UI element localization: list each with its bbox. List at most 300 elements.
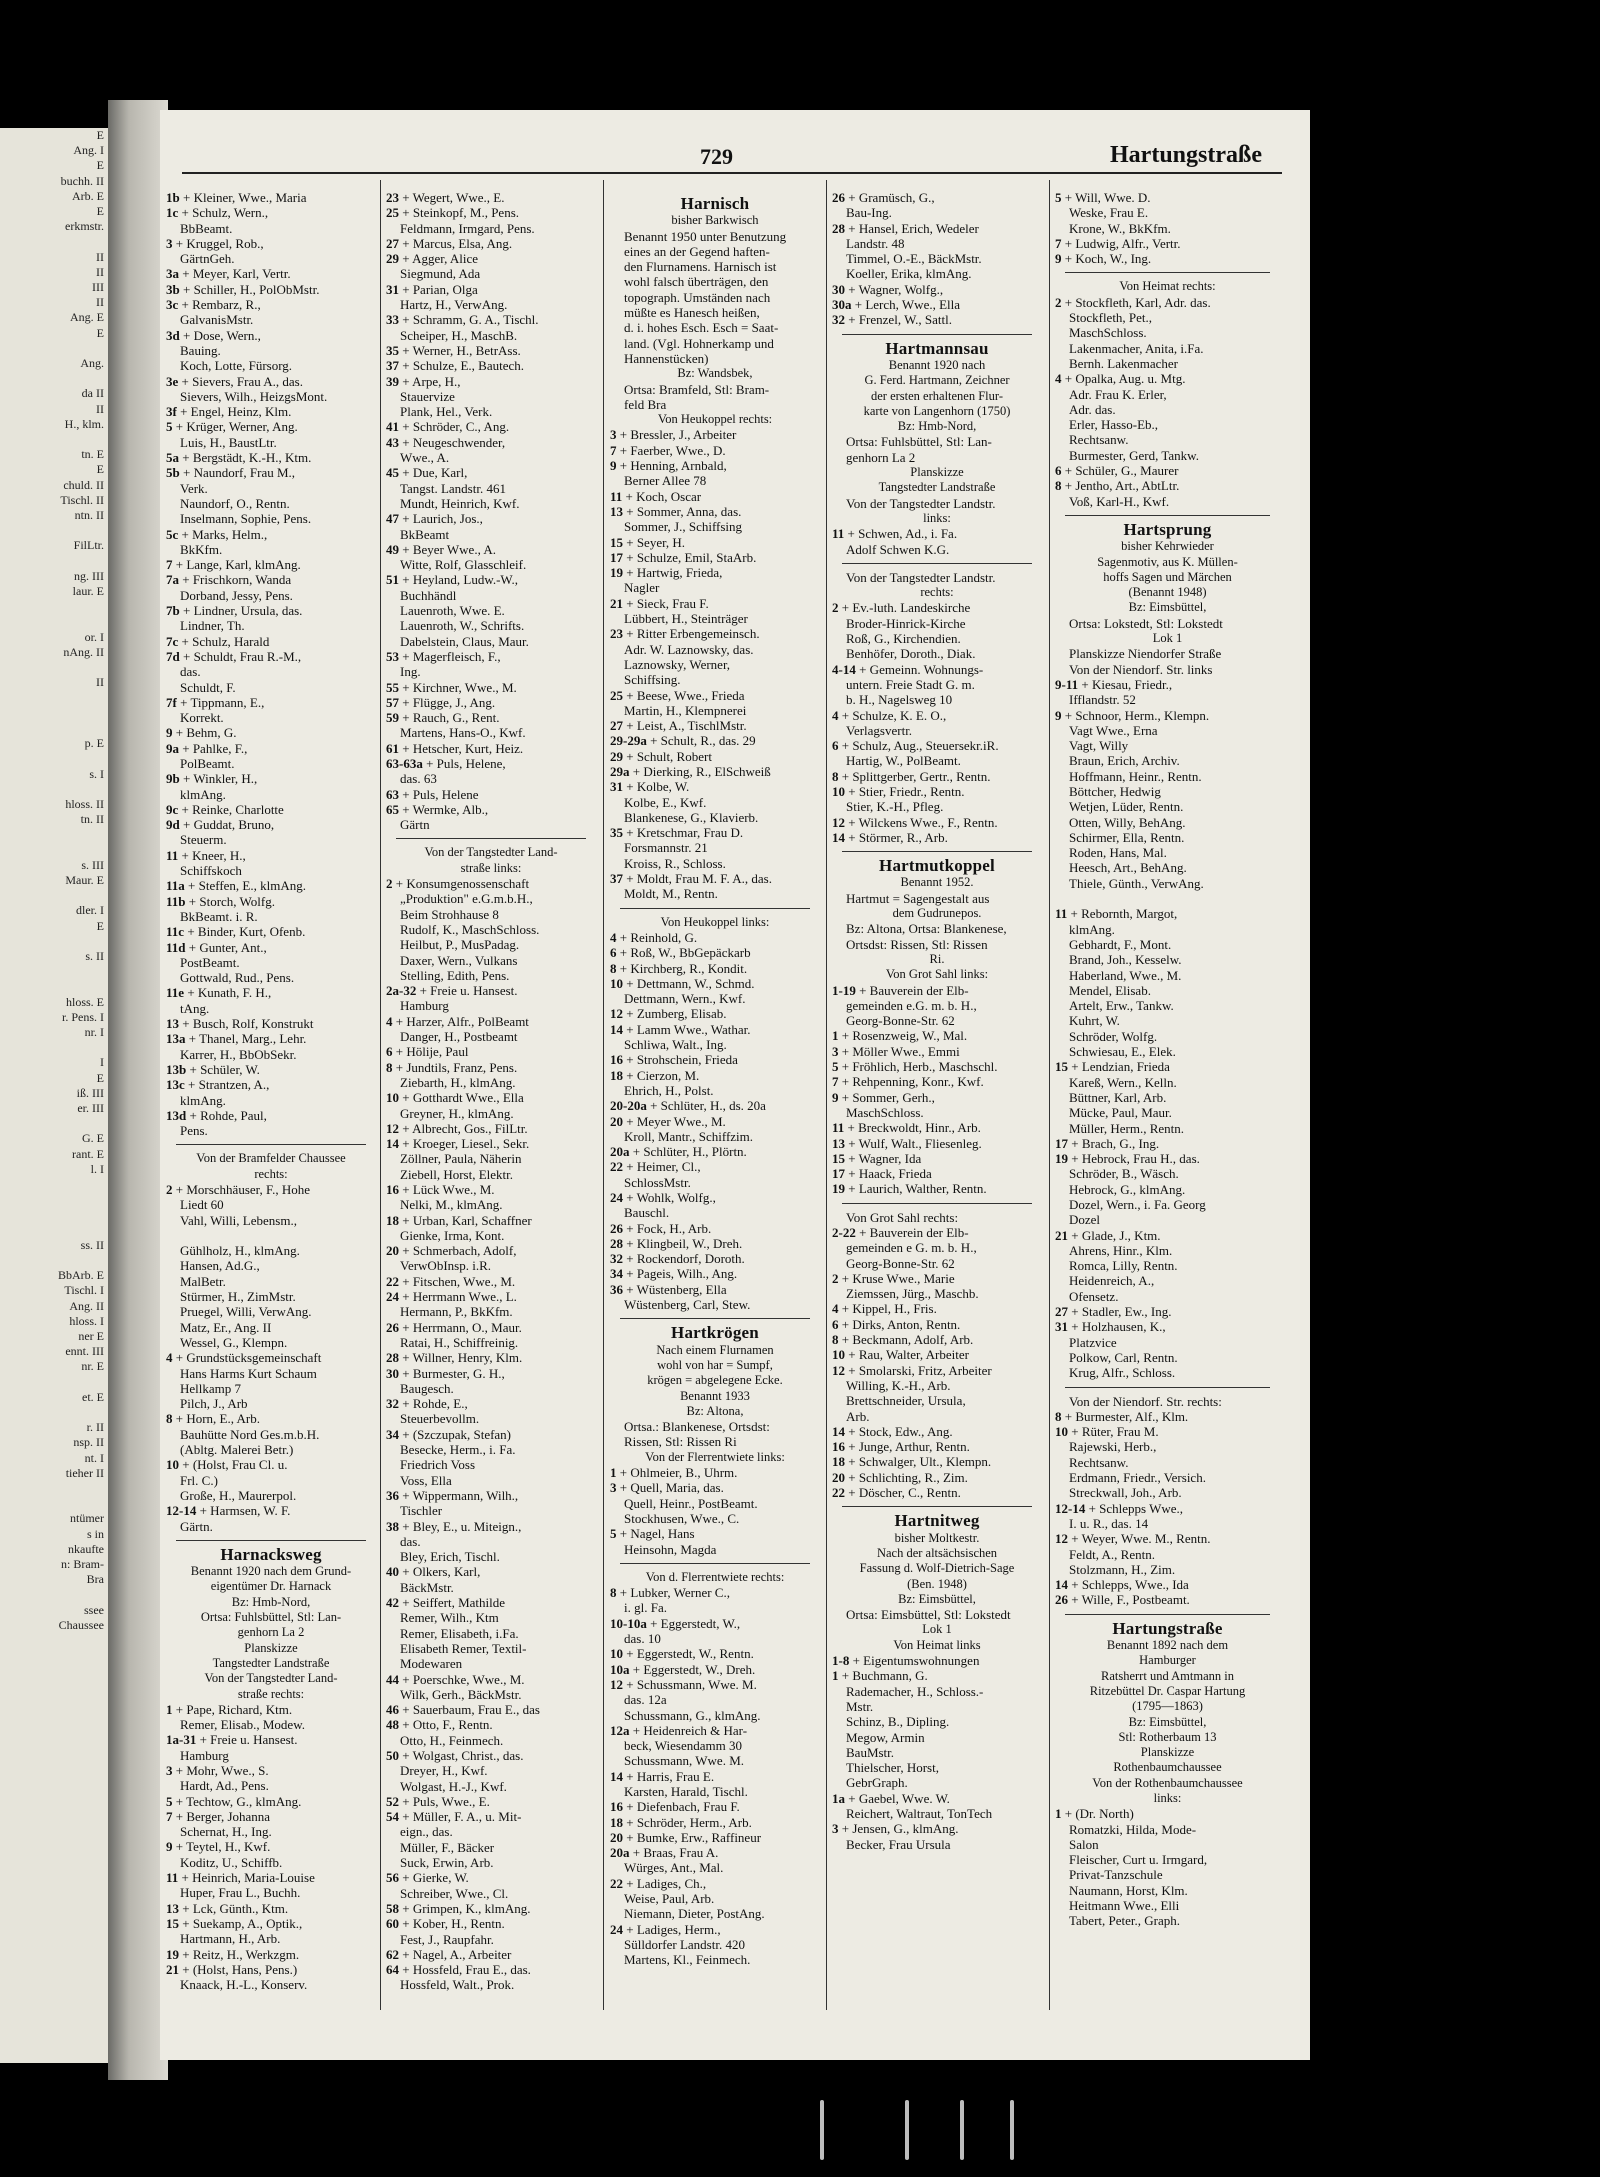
street-note: straße links:: [460, 860, 522, 875]
resident-text: feld Bra: [624, 396, 667, 412]
directory-entry: [832, 1653, 1042, 1668]
house-number: 5b: [166, 465, 183, 481]
resident-text: + Gunter, Ant.,: [188, 939, 267, 955]
resident-text: Braun, Erich, Archiv.: [1069, 753, 1180, 769]
directory-entry: [1055, 677, 1280, 692]
directory-entry: [386, 1427, 596, 1442]
resident-text: Steuerm.: [180, 832, 227, 848]
directory-entry: [166, 1794, 376, 1809]
street-note: rechts:: [254, 1166, 288, 1181]
directory-entry: [1055, 1273, 1280, 1288]
directory-entry: [610, 1662, 820, 1677]
resident-text: Adr. das.: [1069, 401, 1116, 417]
left-page-fragment: nAng. II: [63, 644, 104, 659]
directory-entry: [832, 496, 1042, 511]
directory-entry: [166, 832, 376, 847]
resident-text: + Eggerstedt, W., Rentn.: [626, 1646, 754, 1662]
resident-text: + Harris, Frau E.: [626, 1768, 715, 1784]
resident-text: VerwObInsp. i.R.: [400, 1258, 491, 1274]
resident-text: + (Szczupak, Stefan): [402, 1426, 512, 1442]
resident-text: + Puls, Wwe., E.: [402, 1793, 490, 1809]
directory-entry: [1055, 1166, 1280, 1181]
resident-text: Schwiesau, E., Elek.: [1069, 1044, 1176, 1060]
directory-entry: [610, 1526, 820, 1541]
house-number: 1a-31: [166, 1732, 200, 1748]
resident-text: Wilk, Gerh., BäckMstr.: [400, 1686, 522, 1702]
directory-entry: [832, 1090, 1042, 1105]
house-number: 11b: [166, 893, 189, 909]
resident-text: Wessel, G., Klempn.: [180, 1334, 288, 1350]
house-number: 11: [832, 1120, 848, 1136]
street-note: Von Heukoppel rechts:: [657, 412, 773, 427]
resident-text: Zöllner, Paula, Näherin: [400, 1151, 522, 1167]
house-number: 14: [386, 1136, 403, 1152]
resident-text: + Buchmann, G.: [841, 1668, 928, 1684]
directory-entry: [1055, 1258, 1280, 1273]
directory-entry: [610, 1022, 820, 1037]
directory-entry: [1055, 906, 1280, 921]
directory-entry: [832, 1120, 1042, 1135]
directory-entry: [1055, 830, 1280, 845]
section-rule: [1065, 1614, 1270, 1615]
directory-entry: [386, 1488, 596, 1503]
directory-entry: [832, 1745, 1042, 1760]
directory-entry: [166, 190, 376, 205]
resident-text: Gühlholz, H., klmAng.: [180, 1243, 300, 1259]
left-page-fragment: [0, 234, 108, 249]
resident-text: Lübbert, H., Steinträger: [624, 611, 748, 627]
resident-text: + Wagner, Ida: [848, 1150, 922, 1166]
resident-text: Buchhändl: [400, 587, 457, 603]
directory-entry: [610, 305, 820, 320]
resident-text: + Rohde, E.,: [402, 1396, 468, 1412]
resident-text: Stockfleth, Pet.,: [1069, 310, 1153, 326]
section-rule: [620, 1563, 810, 1564]
directory-entry: [1055, 1501, 1280, 1516]
resident-text: Hartmann, H., Arb.: [180, 1931, 281, 1947]
left-page-fragment: BbArb. E: [58, 1268, 104, 1283]
column-5: [1055, 190, 1280, 2010]
resident-text: Danger, H., Postbeamt: [400, 1029, 518, 1045]
directory-entry: [386, 312, 596, 327]
directory-entry: [610, 397, 820, 412]
directory-entry: [166, 970, 376, 985]
resident-text: + Weyer, Wwe. M., Rentn.: [1071, 1531, 1211, 1547]
house-number: 13: [610, 503, 627, 519]
directory-entry: [166, 1916, 376, 1931]
column-1: [166, 190, 376, 2010]
street-note: Nach der altsächsischen: [876, 1545, 998, 1560]
resident-text: Von der Niendorf. Str. links: [1069, 661, 1213, 677]
directory-entry: [386, 1366, 596, 1381]
resident-text: + Möller Wwe., Emmi: [841, 1043, 960, 1059]
directory-entry: [832, 891, 1042, 906]
house-number: 14: [832, 829, 849, 845]
directory-entry: [166, 1396, 376, 1411]
directory-entry: [610, 945, 820, 960]
house-number: 16: [610, 1799, 627, 1815]
directory-entry: [166, 1901, 376, 1916]
directory-entry: [832, 799, 1042, 814]
directory-entry: [166, 358, 376, 373]
directory-entry: [1055, 387, 1280, 402]
house-number: 19: [832, 1181, 849, 1197]
directory-entry: [386, 1763, 596, 1778]
resident-text: + Gaebel, Wwe. W.: [848, 1790, 950, 1806]
resident-text: + Sieck, Frau F.: [626, 595, 709, 611]
resident-text: + Schult, Robert: [626, 748, 712, 764]
directory-entry: [166, 1001, 376, 1016]
directory-entry: [166, 741, 376, 756]
directory-entry: [610, 1297, 820, 1312]
house-number: 2: [1055, 294, 1065, 310]
directory-entry: [166, 985, 376, 1000]
resident-text: + Sommer, Anna, das.: [626, 503, 742, 519]
directory-entry: [386, 907, 596, 922]
directory-entry: [386, 1197, 596, 1212]
directory-entry: [166, 771, 376, 786]
house-number: 5: [610, 1526, 620, 1542]
directory-entry: [166, 343, 376, 358]
directory-entry: [610, 1600, 820, 1615]
resident-text: + Harmsen, W. F.: [199, 1503, 291, 1519]
resident-text: + Jundtils, Franz, Pens.: [395, 1059, 518, 1075]
house-number: 3a: [166, 266, 183, 282]
directory-entry: [166, 649, 376, 664]
resident-text: + Schiller, H., PolObMstr.: [182, 281, 320, 297]
directory-entry: [166, 1031, 376, 1046]
resident-text: Friedrich Voss: [400, 1457, 475, 1473]
left-page-fragment: [0, 1223, 108, 1238]
house-number: 12: [610, 1006, 627, 1022]
directory-entry: [832, 1439, 1042, 1454]
resident-text: Beim Strohhause 8: [400, 906, 499, 922]
house-number: 7: [832, 1074, 842, 1090]
street-note: straße rechts:: [237, 1686, 305, 1701]
resident-text: BkBeamt: [400, 526, 450, 542]
directory-entry: [610, 1891, 820, 1906]
directory-entry: [166, 1931, 376, 1946]
resident-text: + Wohlk, Wolfg.,: [626, 1190, 716, 1205]
directory-entry: [1055, 876, 1280, 891]
street-heading: Hartungstraße: [1112, 1618, 1223, 1638]
resident-text: Scheiper, H., MaschB.: [400, 327, 518, 343]
house-number: 4: [832, 707, 842, 723]
house-number: 3b: [166, 281, 183, 297]
house-number: 10: [832, 1347, 849, 1363]
directory-entry: [166, 297, 376, 312]
resident-text: Verk.: [180, 480, 208, 496]
directory-entry: [386, 542, 596, 557]
house-number: 21: [1055, 1227, 1072, 1243]
house-number: 28: [610, 1235, 627, 1251]
house-number: 3e: [166, 373, 182, 389]
section-rule: [176, 1540, 366, 1541]
resident-text: + Gotthardt Wwe., Ella: [402, 1090, 524, 1106]
house-number: 4: [1055, 371, 1065, 387]
directory-entry: [610, 1738, 820, 1753]
directory-entry: [832, 190, 1042, 205]
directory-entry: [832, 1485, 1042, 1500]
left-page-fragment: [0, 1405, 108, 1420]
directory-entry: [832, 1714, 1042, 1729]
resident-text: Polkow, Carl, Rentn.: [1069, 1349, 1178, 1365]
resident-text: Platzvice: [1069, 1334, 1117, 1350]
house-number: 1c: [166, 205, 182, 221]
directory-entry: [610, 382, 820, 397]
directory-entry: [610, 733, 820, 748]
directory-entry: [832, 784, 1042, 799]
resident-text: Benannt 1950 unter Benutzung: [624, 228, 787, 244]
house-number: 1a: [832, 1790, 849, 1806]
left-page-fragment: [0, 1192, 108, 1207]
resident-text: + Cierzon, M.: [626, 1067, 700, 1083]
directory-entry: [166, 1442, 376, 1457]
house-number: 7d: [166, 648, 183, 664]
directory-entry: [610, 1465, 820, 1480]
directory-entry: [166, 328, 376, 343]
resident-text: Kroiss, R., Schloss.: [624, 855, 726, 871]
resident-text: + Bergstädt, K.-H., Ktm.: [182, 450, 312, 466]
left-page-fragment: nt. I: [84, 1450, 104, 1465]
resident-text: Heitmann Wwe., Elli: [1069, 1898, 1180, 1914]
house-number: 15: [1055, 1059, 1072, 1075]
resident-text: Otten, Willy, BehAng.: [1069, 814, 1186, 830]
left-page-fragment: ss. II: [80, 1237, 104, 1252]
house-number: 1: [832, 1028, 842, 1044]
house-number: 9c: [166, 801, 182, 817]
resident-text: Wolgast, H.-J., Kwf.: [400, 1778, 507, 1794]
resident-text: Von der Tangstedter Landstr.: [846, 569, 996, 585]
directory-entry: [386, 435, 596, 450]
resident-text: + Winkler, H.,: [182, 771, 258, 787]
resident-text: + Kolbe, W.: [626, 779, 690, 795]
resident-text: + Dirks, Anton, Rentn.: [841, 1316, 961, 1332]
directory-entry: [166, 1763, 376, 1778]
resident-text: Hartz, H., VerwAng.: [400, 297, 508, 313]
street-note: Tangstedter Landstraße: [212, 1655, 330, 1670]
resident-text: + Lendzian, Frieda: [1071, 1059, 1170, 1075]
directory-entry: [166, 404, 376, 419]
house-number: 3: [166, 235, 176, 251]
resident-text: Von Grot Sahl rechts:: [846, 1209, 959, 1225]
directory-entry: [610, 1937, 820, 1952]
resident-text: klmAng.: [180, 786, 226, 802]
directory-entry: [832, 1607, 1042, 1622]
house-number: 1: [166, 1701, 176, 1717]
street-note: Bz: Eimsbüttel,: [1128, 1714, 1207, 1729]
directory-entry: [1055, 1121, 1280, 1136]
street-heading: Hartmannsau: [885, 338, 989, 358]
resident-text: Mundt, Heinrich, Kwf.: [400, 495, 520, 511]
resident-text: Tangst. Landstr. 461: [400, 480, 506, 496]
directory-entry: [386, 1748, 596, 1763]
resident-text: Ortsa: Bramfeld, Stl: Bram-: [624, 381, 770, 397]
directory-entry: [166, 1289, 376, 1304]
directory-entry: [166, 756, 376, 771]
directory-entry: [386, 236, 596, 251]
house-number: 28: [832, 220, 849, 236]
directory-entry: [832, 616, 1042, 631]
directory-entry: [1055, 738, 1280, 753]
left-page-fragment: erkmstr.: [65, 219, 104, 234]
left-page-fragment: [0, 1496, 108, 1511]
house-number: 26: [832, 190, 849, 205]
left-page-fragment: hloss. E: [65, 994, 104, 1009]
resident-text: + Bressler, J., Arbeiter: [619, 427, 737, 443]
left-page-fragment: II: [96, 401, 104, 416]
resident-text: + Seyer, H.: [626, 534, 686, 550]
directory-entry: [1055, 968, 1280, 983]
resident-text: Schiffsing.: [624, 672, 681, 688]
directory-entry: [832, 1044, 1042, 1059]
street-note: links:: [923, 510, 951, 525]
resident-text: i. gl. Fa.: [624, 1600, 667, 1616]
directory-entry: [610, 1083, 820, 1098]
house-number: 42: [386, 1595, 403, 1611]
resident-text: MalBetr.: [180, 1273, 226, 1289]
resident-text: + Guddat, Bruno,: [182, 817, 275, 833]
section-rule: [176, 1144, 366, 1145]
resident-text: Hermann, P., BkKfm.: [400, 1304, 513, 1320]
book-gutter: [108, 100, 168, 2090]
directory-entry: [166, 787, 376, 802]
street-note: der ersten erhaltenen Flur-: [871, 388, 1003, 403]
directory-entry: [166, 1077, 376, 1092]
resident-text: Dabelstein, Claus, Maur.: [400, 633, 529, 649]
resident-text: + Eigentumswohnungen: [852, 1653, 980, 1669]
street-note: karte von Langenhorn (1750): [863, 403, 1011, 418]
directory-entry: [1055, 860, 1280, 875]
left-page-fragment: E: [96, 1070, 104, 1085]
directory-entry: [832, 1136, 1042, 1151]
left-page-fragment: II: [96, 675, 104, 690]
resident-text: + Holzhausen, K.,: [1071, 1319, 1166, 1335]
directory-entry: [166, 1824, 376, 1839]
street-heading: Hartsprung: [1123, 519, 1212, 539]
resident-text: + Döscher, C., Rentn.: [848, 1485, 961, 1501]
resident-text: + Laurich, Walther, Rentn.: [848, 1181, 987, 1197]
left-page-fragment: dler. I: [76, 903, 104, 918]
house-number: 6: [1055, 463, 1065, 479]
street-note: Planskizze: [244, 1640, 298, 1655]
directory-entry: [832, 1806, 1042, 1821]
resident-text: + Schulze, K. E. O.,: [841, 707, 947, 723]
resident-text: Matz, Er., Ang. II: [180, 1319, 272, 1335]
resident-text: Stockhusen, Wwe., C.: [624, 1510, 740, 1526]
directory-entry: [832, 1699, 1042, 1714]
resident-text: d. i. hohes Esch. Esch = Saat-: [624, 320, 779, 336]
resident-text: + Bumke, Erw., Raffineur: [626, 1829, 762, 1845]
house-number: 10: [1055, 1424, 1072, 1440]
resident-text: + Rebornth, Margot,: [1070, 906, 1178, 922]
directory-entry: [166, 1809, 376, 1824]
house-number: 12-14: [166, 1503, 200, 1519]
left-page-fragment: ennt. III: [65, 1344, 104, 1359]
resident-text: Knaack, H.-L., Konserv.: [180, 1977, 308, 1993]
directory-entry: [166, 312, 376, 327]
directory-entry: [386, 1228, 596, 1243]
directory-entry: [1055, 983, 1280, 998]
left-page-fragment: iß. III: [76, 1085, 104, 1100]
resident-text: + Kunath, F. H.,: [187, 985, 272, 1001]
directory-entry: [1055, 662, 1280, 677]
house-number: 20: [832, 1469, 849, 1485]
directory-entry: [166, 389, 376, 404]
resident-text: Feldmann, Irmgard, Pens.: [400, 220, 535, 236]
resident-text: beck, Wiesendamm 30: [624, 1738, 743, 1754]
directory-entry: [1055, 937, 1280, 952]
left-page-fragment: E: [96, 325, 104, 340]
resident-text: b. H., Nagelsweg 10: [846, 692, 953, 708]
house-number: 27: [610, 718, 627, 734]
directory-entry: [166, 1778, 376, 1793]
resident-text: + Pageis, Wilh., Ang.: [626, 1266, 738, 1282]
resident-text: + Marcus, Elsa, Ang.: [402, 235, 513, 251]
left-page-fragment: [0, 599, 108, 614]
resident-text: + Rockendorf, Doroth.: [626, 1251, 745, 1267]
resident-text: Besecke, Herm., i. Fa.: [400, 1442, 516, 1458]
directory-entry: [1055, 1335, 1280, 1350]
directory-entry: [1055, 1470, 1280, 1485]
resident-text: Hansen, Ad.G.,: [180, 1258, 260, 1274]
house-number: 4: [386, 1013, 396, 1029]
left-page-fragment: [0, 1375, 108, 1390]
house-number: 30a: [832, 297, 855, 313]
resident-text: Stauervize: [400, 388, 455, 404]
house-number: 55: [386, 679, 403, 695]
directory-entry: [1055, 371, 1280, 386]
directory-entry: [166, 1350, 376, 1365]
resident-text: + Brach, G., Ing.: [1071, 1135, 1160, 1151]
column-separator: [603, 180, 604, 2010]
street-note: dem Gudrunepos.: [892, 906, 982, 921]
house-number: 1b: [166, 190, 183, 205]
resident-text: + Poerschke, Wwe., M.: [402, 1671, 525, 1687]
directory-entry: [610, 810, 820, 825]
resident-text: Gärtn.: [180, 1518, 213, 1534]
resident-text: + Schröder, Herm., Arb.: [626, 1814, 752, 1830]
resident-text: Romatzki, Hilda, Mode-: [1069, 1821, 1197, 1837]
left-page-fragment: Chaussee: [58, 1617, 104, 1632]
resident-text: + Jentho, Art., AbtLtr.: [1064, 478, 1180, 494]
house-number: 27: [386, 235, 403, 251]
resident-text: Krone, W., BkKfm.: [1069, 220, 1171, 236]
directory-entry: [610, 1723, 820, 1738]
resident-text: + Ritter Erbengemeinsch.: [626, 626, 760, 642]
resident-text: Tischler: [400, 1503, 443, 1519]
house-number: 11: [832, 526, 848, 542]
resident-text: + Schult, R., das. 29: [650, 733, 756, 749]
directory-entry: [832, 692, 1042, 707]
resident-text: Böttcher, Hedwig: [1069, 783, 1161, 799]
directory-entry: [386, 741, 596, 756]
house-number: 23: [386, 190, 403, 205]
resident-text: + Frenzel, W., Sattl.: [848, 312, 952, 328]
directory-entry: [1055, 1029, 1280, 1044]
directory-entry: [166, 1258, 376, 1273]
directory-entry: [1055, 1913, 1280, 1928]
directory-entry: [166, 1016, 376, 1031]
resident-text: + Moldt, Frau M. F. A., das.: [626, 871, 772, 887]
house-number: 59: [386, 710, 403, 726]
street-heading: Harnisch: [680, 194, 750, 213]
resident-text: Heinsohn, Magda: [624, 1541, 717, 1557]
resident-text: + Wermke, Alb.,: [402, 801, 489, 817]
directory-entry: [832, 1332, 1042, 1347]
house-number: 7f: [166, 694, 181, 710]
resident-text: + Koch, W., Ing.: [1064, 251, 1152, 267]
